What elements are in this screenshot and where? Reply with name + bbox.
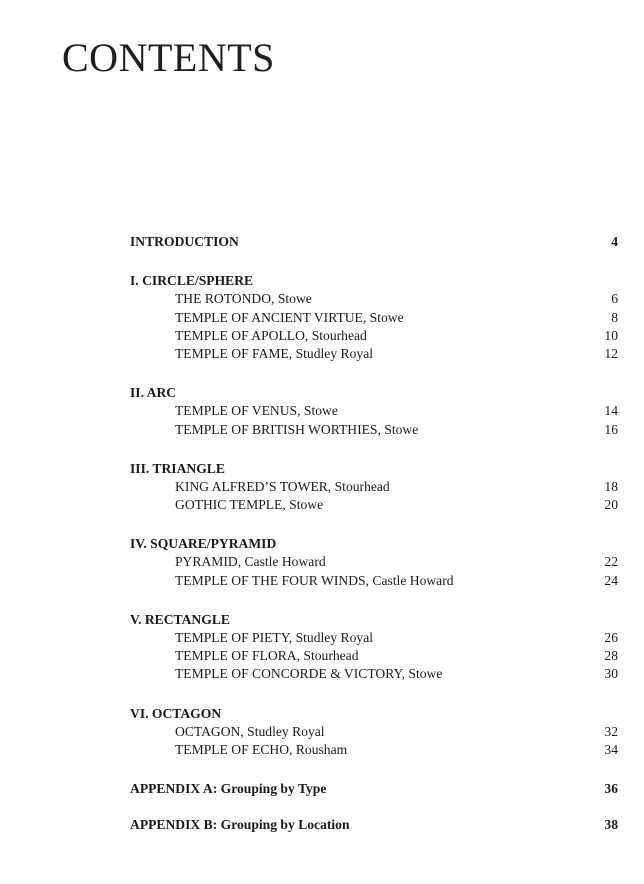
toc-entry[interactable] [130,421,618,439]
toc-entry-page: 14 [604,403,618,419]
section-heading-label: III. TRIANGLE [130,460,225,476]
toc-entry-label: OCTAGON, Studley Royal [175,723,325,739]
toc-entry-page: 30 [604,666,618,682]
toc-appendices [130,759,618,834]
section-heading[interactable] [130,272,618,290]
toc-appendix-page: 36 [604,781,618,797]
toc-entry-page: 10 [604,327,618,343]
toc-entry[interactable] [130,290,618,308]
toc-entry[interactable] [130,402,618,420]
table-of-contents [130,233,618,835]
toc-entry-page: 6 [611,291,618,307]
toc-sections [130,251,618,759]
toc-entry-page: 16 [604,421,618,437]
toc-entry[interactable] [130,723,618,741]
toc-entry[interactable] [130,327,618,345]
toc-appendix-label: APPENDIX B: Grouping by Location [130,817,350,833]
toc-entry-label: TEMPLE OF BRITISH WORTHIES, Stowe [175,421,419,437]
toc-entry[interactable] [130,572,618,590]
toc-entry[interactable] [130,741,618,759]
toc-entry[interactable] [130,345,618,363]
toc-entry[interactable] [130,629,618,647]
toc-entry-page: 22 [604,554,618,570]
toc-introduction-page: 4 [611,234,618,249]
toc-entry-page: 28 [604,648,618,664]
toc-entry-page: 12 [604,345,618,361]
toc-entry-label: TEMPLE OF ECHO, Rousham [175,741,348,757]
toc-entry-label: PYRAMID, Castle Howard [175,554,326,570]
toc-appendix-page: 38 [604,817,618,833]
toc-entry-page: 32 [604,723,618,739]
toc-entry[interactable] [130,309,618,327]
toc-entry-label: TEMPLE OF PIETY, Studley Royal [175,630,373,645]
toc-entry-label: TEMPLE OF VENUS, Stowe [175,403,338,419]
toc-entry-label: GOTHIC TEMPLE, Stowe [175,497,324,513]
toc-introduction-label: INTRODUCTION [130,234,239,249]
toc-introduction[interactable] [130,233,618,251]
toc-entry[interactable] [130,665,618,683]
toc-entry-label: TEMPLE OF THE FOUR WINDS, Castle Howard [175,572,454,588]
toc-entry-label: KING ALFRED’S TOWER, Stourhead [175,478,390,494]
toc-entry-page: 20 [604,497,618,513]
section-heading-label: VI. OCTAGON [130,705,222,721]
section-heading[interactable] [130,705,618,723]
toc-entry-page: 26 [604,630,618,645]
toc-entry-label: TEMPLE OF ANCIENT VIRTUE, Stowe [175,309,404,325]
toc-entry-label: TEMPLE OF FLORA, Stourhead [175,648,359,664]
toc-entry-page: 18 [604,478,618,494]
toc-appendix-label: APPENDIX A: Grouping by Type [130,781,327,797]
section-heading-label: V. RECTANGLE [130,611,230,627]
section-heading-label: IV. SQUARE/PYRAMID [130,536,277,552]
toc-entry[interactable] [130,647,618,665]
toc-entry-page: 8 [611,309,618,325]
section-heading[interactable] [130,384,618,402]
toc-appendix[interactable] [130,780,618,798]
toc-entry-label: TEMPLE OF CONCORDE & VICTORY, Stowe [175,666,443,682]
toc-entry[interactable] [130,553,618,571]
page-title: CONTENTS [62,35,275,80]
toc-entry-page: 34 [604,741,618,757]
toc-appendix[interactable] [130,816,618,834]
toc-entry-label: THE ROTONDO, Stowe [175,291,312,307]
toc-entry[interactable] [130,478,618,496]
section-heading-label: II. ARC [130,385,177,401]
toc-entry-page: 24 [604,572,618,588]
section-heading-label: I. CIRCLE/SPHERE [130,273,254,289]
section-heading[interactable] [130,460,618,478]
section-heading[interactable] [130,611,618,629]
section-heading[interactable] [130,535,618,553]
toc-entry-label: TEMPLE OF APOLLO, Stourhead [175,327,367,343]
toc-entry-label: TEMPLE OF FAME, Studley Royal [175,345,373,361]
toc-entry[interactable] [130,496,618,514]
